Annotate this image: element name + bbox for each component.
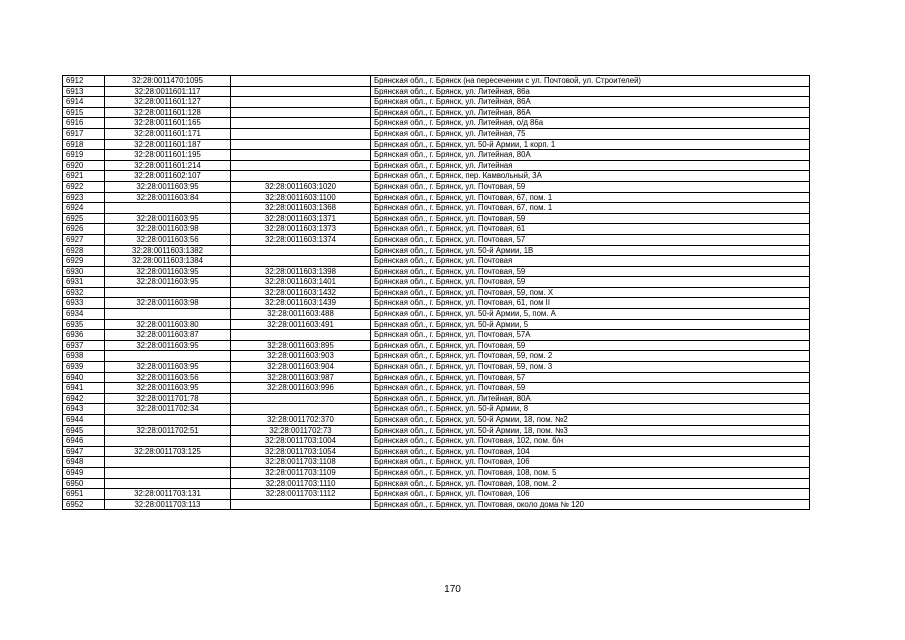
address-cell: Брянская обл., г. Брянск, ул. Литейная, о/д 86а <box>371 118 810 129</box>
table-row <box>63 351 810 362</box>
object-cadastral-number-cell <box>231 76 371 87</box>
table-row <box>63 76 810 87</box>
address-cell: Брянская обл., г. Брянск, ул. 50-й Армии, 5 <box>371 319 810 330</box>
cadastral-number-cell: 32:28:0011703:131 <box>105 489 231 500</box>
table-row <box>63 489 810 500</box>
address-cell: Брянская обл., г. Брянск, ул. Почтовая, 57 <box>371 372 810 383</box>
address-cell: Брянская обл., г. Брянск, ул. Почтовая, 106 <box>371 457 810 468</box>
row-number-cell: 6949 <box>63 467 105 478</box>
table-row <box>63 234 810 245</box>
object-cadastral-number-cell: 32:28:0011603:1373 <box>231 224 371 235</box>
object-cadastral-number-cell: 32:28:0011603:895 <box>231 340 371 351</box>
cadastral-number-cell: 32:28:0011703:125 <box>105 446 231 457</box>
object-cadastral-number-cell: 32:28:0011603:903 <box>231 351 371 362</box>
object-cadastral-number-cell: 32:28:0011603:1100 <box>231 192 371 203</box>
row-number-cell: 6939 <box>63 362 105 373</box>
address-cell: Брянская обл., г. Брянск, ул. Литейная, 86а <box>371 86 810 97</box>
cadastral-number-cell <box>105 478 231 489</box>
table-row <box>63 446 810 457</box>
cadastral-number-cell <box>105 287 231 298</box>
object-cadastral-number-cell: 32:28:0011603:1020 <box>231 181 371 192</box>
row-number-cell: 6925 <box>63 213 105 224</box>
cadastral-number-cell: 32:28:0011603:95 <box>105 213 231 224</box>
cadastral-number-cell: 32:28:0011601:128 <box>105 107 231 118</box>
cadastral-number-cell <box>105 467 231 478</box>
object-cadastral-number-cell: 32:28:0011603:488 <box>231 309 371 320</box>
row-number-cell: 6947 <box>63 446 105 457</box>
table-row <box>63 499 810 510</box>
object-cadastral-number-cell: 32:28:0011702:73 <box>231 425 371 436</box>
cadastral-number-cell: 32:28:0011603:1384 <box>105 256 231 267</box>
address-cell: Брянская обл., г. Брянск, ул. 50-й Армии, 5, пом. А <box>371 309 810 320</box>
row-number-cell: 6923 <box>63 192 105 203</box>
address-cell: Брянская обл., г. Брянск (на пересечении с ул. Почтовой, ул. Строителей) <box>371 76 810 87</box>
row-number-cell: 6927 <box>63 234 105 245</box>
address-cell: Брянская обл., г. Брянск, ул. Почтовая, 108, пом. 2 <box>371 478 810 489</box>
address-cell: Брянская обл., г. Брянск, ул. Литейная, 75 <box>371 128 810 139</box>
cadastral-number-cell: 32:28:0011601:171 <box>105 128 231 139</box>
cadastral-number-cell: 32:28:0011702:34 <box>105 404 231 415</box>
table-row <box>63 128 810 139</box>
object-cadastral-number-cell <box>231 160 371 171</box>
table-row <box>63 150 810 161</box>
row-number-cell: 6941 <box>63 383 105 394</box>
row-number-cell: 6912 <box>63 76 105 87</box>
address-cell: Брянская обл., г. Брянск, ул. 50-й Армии, 18, пом. №3 <box>371 425 810 436</box>
address-cell: Брянская обл., г. Брянск, пер. Камвольный, 3А <box>371 171 810 182</box>
address-cell: Брянская обл., г. Брянск, ул. Почтовая, около дома № 120 <box>371 499 810 510</box>
row-number-cell: 6933 <box>63 298 105 309</box>
table-row <box>63 383 810 394</box>
cadastral-number-cell: 32:28:0011603:56 <box>105 372 231 383</box>
row-number-cell: 6944 <box>63 415 105 426</box>
table-row <box>63 330 810 341</box>
row-number-cell: 6932 <box>63 287 105 298</box>
object-cadastral-number-cell: 32:28:0011703:1054 <box>231 446 371 457</box>
object-cadastral-number-cell: 32:28:0011603:1398 <box>231 266 371 277</box>
object-cadastral-number-cell: 32:28:0011603:1401 <box>231 277 371 288</box>
object-cadastral-number-cell <box>231 139 371 150</box>
cadastral-number-cell: 32:28:0011603:87 <box>105 330 231 341</box>
object-cadastral-number-cell: 32:28:0011702:370 <box>231 415 371 426</box>
address-cell: Брянская обл., г. Брянск, ул. Почтовая, 67, пом. 1 <box>371 192 810 203</box>
registry-table-body <box>63 76 810 510</box>
object-cadastral-number-cell: 32:28:0011603:1439 <box>231 298 371 309</box>
object-cadastral-number-cell: 32:28:0011603:987 <box>231 372 371 383</box>
cadastral-number-cell: 32:28:0011603:98 <box>105 224 231 235</box>
row-number-cell: 6937 <box>63 340 105 351</box>
row-number-cell: 6951 <box>63 489 105 500</box>
address-cell: Брянская обл., г. Брянск, ул. Литейная <box>371 160 810 171</box>
table-row <box>63 97 810 108</box>
table-row <box>63 160 810 171</box>
object-cadastral-number-cell: 32:28:0011603:996 <box>231 383 371 394</box>
row-number-cell: 6919 <box>63 150 105 161</box>
table-row <box>63 107 810 118</box>
table-row <box>63 425 810 436</box>
cadastral-number-cell: 32:28:0011701:78 <box>105 393 231 404</box>
object-cadastral-number-cell <box>231 256 371 267</box>
table-row <box>63 457 810 468</box>
cadastral-number-cell: 32:28:0011603:98 <box>105 298 231 309</box>
row-number-cell: 6934 <box>63 309 105 320</box>
object-cadastral-number-cell: 32:28:0011703:1110 <box>231 478 371 489</box>
row-number-cell: 6922 <box>63 181 105 192</box>
object-cadastral-number-cell: 32:28:0011603:904 <box>231 362 371 373</box>
cadastral-number-cell: 32:28:0011603:56 <box>105 234 231 245</box>
object-cadastral-number-cell <box>231 393 371 404</box>
object-cadastral-number-cell: 32:28:0011703:1112 <box>231 489 371 500</box>
table-row <box>63 256 810 267</box>
page-number: 170 <box>444 584 461 595</box>
cadastral-number-cell <box>105 203 231 214</box>
row-number-cell: 6940 <box>63 372 105 383</box>
cadastral-number-cell <box>105 457 231 468</box>
object-cadastral-number-cell <box>231 118 371 129</box>
object-cadastral-number-cell: 32:28:0011703:1109 <box>231 467 371 478</box>
object-cadastral-number-cell: 32:28:0011603:491 <box>231 319 371 330</box>
cadastral-number-cell <box>105 415 231 426</box>
address-cell: Брянская обл., г. Брянск, ул. Литейная, 80А <box>371 150 810 161</box>
address-cell: Брянская обл., г. Брянск, ул. Литейная, 86А <box>371 97 810 108</box>
row-number-cell: 6938 <box>63 351 105 362</box>
row-number-cell: 6917 <box>63 128 105 139</box>
cadastral-number-cell: 32:28:0011470:1095 <box>105 76 231 87</box>
cadastral-number-cell: 32:28:0011601:127 <box>105 97 231 108</box>
cadastral-number-cell: 32:28:0011601:165 <box>105 118 231 129</box>
address-cell: Брянская обл., г. Брянск, ул. Почтовая, 59 <box>371 277 810 288</box>
table-row <box>63 298 810 309</box>
address-cell: Брянская обл., г. Брянск, ул. Почтовая, 108, пом. 5 <box>371 467 810 478</box>
address-cell: Брянская обл., г. Брянск, ул. 50-й Армии, 8 <box>371 404 810 415</box>
object-cadastral-number-cell: 32:28:0011703:1108 <box>231 457 371 468</box>
table-row <box>63 139 810 150</box>
row-number-cell: 6916 <box>63 118 105 129</box>
table-row <box>63 436 810 447</box>
object-cadastral-number-cell <box>231 245 371 256</box>
object-cadastral-number-cell <box>231 171 371 182</box>
address-cell: Брянская обл., г. Брянск, ул. Почтовая, 59 <box>371 340 810 351</box>
address-cell: Брянская обл., г. Брянск, ул. Литейная, 80А <box>371 393 810 404</box>
address-cell: Брянская обл., г. Брянск, ул. Почтовая, 59, пом. 2 <box>371 351 810 362</box>
address-cell: Брянская обл., г. Брянск, ул. Почтовая, 57А <box>371 330 810 341</box>
object-cadastral-number-cell <box>231 86 371 97</box>
address-cell: Брянская обл., г. Брянск, ул. Почтовая, 57 <box>371 234 810 245</box>
row-number-cell: 6942 <box>63 393 105 404</box>
row-number-cell: 6915 <box>63 107 105 118</box>
table-row <box>63 118 810 129</box>
cadastral-number-cell: 32:28:0011603:95 <box>105 277 231 288</box>
object-cadastral-number-cell: 32:28:0011603:1374 <box>231 234 371 245</box>
table-row <box>63 478 810 489</box>
address-cell: Брянская обл., г. Брянск, ул. Литейная, 86А <box>371 107 810 118</box>
cadastral-number-cell: 32:28:0011603:84 <box>105 192 231 203</box>
cadastral-number-cell: 32:28:0011602:107 <box>105 171 231 182</box>
table-row <box>63 171 810 182</box>
address-cell: Брянская обл., г. Брянск, ул. 50-й Армии, 1В <box>371 245 810 256</box>
object-cadastral-number-cell: 32:28:0011603:1368 <box>231 203 371 214</box>
row-number-cell: 6931 <box>63 277 105 288</box>
address-cell: Брянская обл., г. Брянск, ул. Почтовая, 67, пом. 1 <box>371 203 810 214</box>
table-row <box>63 319 810 330</box>
cadastral-number-cell: 32:28:0011603:95 <box>105 383 231 394</box>
table-row <box>63 213 810 224</box>
object-cadastral-number-cell <box>231 499 371 510</box>
object-cadastral-number-cell: 32:28:0011703:1004 <box>231 436 371 447</box>
row-number-cell: 6913 <box>63 86 105 97</box>
table-row <box>63 266 810 277</box>
cadastral-number-cell: 32:28:0011603:95 <box>105 266 231 277</box>
row-number-cell: 6929 <box>63 256 105 267</box>
row-number-cell: 6943 <box>63 404 105 415</box>
object-cadastral-number-cell: 32:28:0011603:1371 <box>231 213 371 224</box>
object-cadastral-number-cell <box>231 128 371 139</box>
table-row <box>63 203 810 214</box>
object-cadastral-number-cell <box>231 107 371 118</box>
row-number-cell: 6928 <box>63 245 105 256</box>
table-row <box>63 362 810 373</box>
cadastral-number-cell: 32:28:0011703:113 <box>105 499 231 510</box>
address-cell: Брянская обл., г. Брянск, ул. Почтовая, 59, пом. Х <box>371 287 810 298</box>
object-cadastral-number-cell <box>231 330 371 341</box>
address-cell: Брянская обл., г. Брянск, ул. Почтовая, 59 <box>371 383 810 394</box>
table-row <box>63 393 810 404</box>
cadastral-number-cell: 32:28:0011603:95 <box>105 181 231 192</box>
address-cell: Брянская обл., г. Брянск, ул. Почтовая, 61, пом II <box>371 298 810 309</box>
address-cell: Брянская обл., г. Брянск, ул. Почтовая, 59 <box>371 213 810 224</box>
row-number-cell: 6952 <box>63 499 105 510</box>
row-number-cell: 6936 <box>63 330 105 341</box>
row-number-cell: 6924 <box>63 203 105 214</box>
table-row <box>63 415 810 426</box>
object-cadastral-number-cell: 32:28:0011603:1432 <box>231 287 371 298</box>
address-cell: Брянская обл., г. Брянск, ул. Почтовая <box>371 256 810 267</box>
row-number-cell: 6945 <box>63 425 105 436</box>
table-row <box>63 86 810 97</box>
address-cell: Брянская обл., г. Брянск, ул. 50-й Армии, 1 корп. 1 <box>371 139 810 150</box>
table-row <box>63 467 810 478</box>
row-number-cell: 6930 <box>63 266 105 277</box>
object-cadastral-number-cell <box>231 150 371 161</box>
table-row <box>63 245 810 256</box>
address-cell: Брянская обл., г. Брянск, ул. Почтовая, 59 <box>371 266 810 277</box>
table-row <box>63 277 810 288</box>
table-row <box>63 181 810 192</box>
object-cadastral-number-cell <box>231 404 371 415</box>
cadastral-number-cell <box>105 351 231 362</box>
address-cell: Брянская обл., г. Брянск, ул. 50-й Армии, 18, пом. №2 <box>371 415 810 426</box>
address-cell: Брянская обл., г. Брянск, ул. Почтовая, 106 <box>371 489 810 500</box>
table-row <box>63 224 810 235</box>
object-cadastral-number-cell <box>231 97 371 108</box>
address-cell: Брянская обл., г. Брянск, ул. Почтовая, 59 <box>371 181 810 192</box>
cadastral-number-cell <box>105 436 231 447</box>
row-number-cell: 6950 <box>63 478 105 489</box>
cadastral-number-cell: 32:28:0011601:214 <box>105 160 231 171</box>
cadastral-number-cell: 32:28:0011603:95 <box>105 340 231 351</box>
row-number-cell: 6914 <box>63 97 105 108</box>
cadastral-number-cell: 32:28:0011603:1382 <box>105 245 231 256</box>
address-cell: Брянская обл., г. Брянск, ул. Почтовая, 104 <box>371 446 810 457</box>
registry-table <box>62 75 810 510</box>
cadastral-number-cell: 32:28:0011601:195 <box>105 150 231 161</box>
address-cell: Брянская обл., г. Брянск, ул. Почтовая, 61 <box>371 224 810 235</box>
row-number-cell: 6926 <box>63 224 105 235</box>
table-row <box>63 340 810 351</box>
table-row <box>63 287 810 298</box>
cadastral-number-cell <box>105 309 231 320</box>
row-number-cell: 6948 <box>63 457 105 468</box>
table-row <box>63 309 810 320</box>
address-cell: Брянская обл., г. Брянск, ул. Почтовая, 59, пом. 3 <box>371 362 810 373</box>
table-row <box>63 372 810 383</box>
cadastral-number-cell: 32:28:0011702:51 <box>105 425 231 436</box>
address-cell: Брянская обл., г. Брянск, ул. Почтовая, 102, пом. б/н <box>371 436 810 447</box>
row-number-cell: 6921 <box>63 171 105 182</box>
row-number-cell: 6918 <box>63 139 105 150</box>
cadastral-number-cell: 32:28:0011601:117 <box>105 86 231 97</box>
cadastral-number-cell: 32:28:0011603:95 <box>105 362 231 373</box>
table-row <box>63 192 810 203</box>
cadastral-number-cell: 32:28:0011601:187 <box>105 139 231 150</box>
cadastral-number-cell: 32:28:0011603:80 <box>105 319 231 330</box>
table-row <box>63 404 810 415</box>
row-number-cell: 6946 <box>63 436 105 447</box>
row-number-cell: 6935 <box>63 319 105 330</box>
row-number-cell: 6920 <box>63 160 105 171</box>
